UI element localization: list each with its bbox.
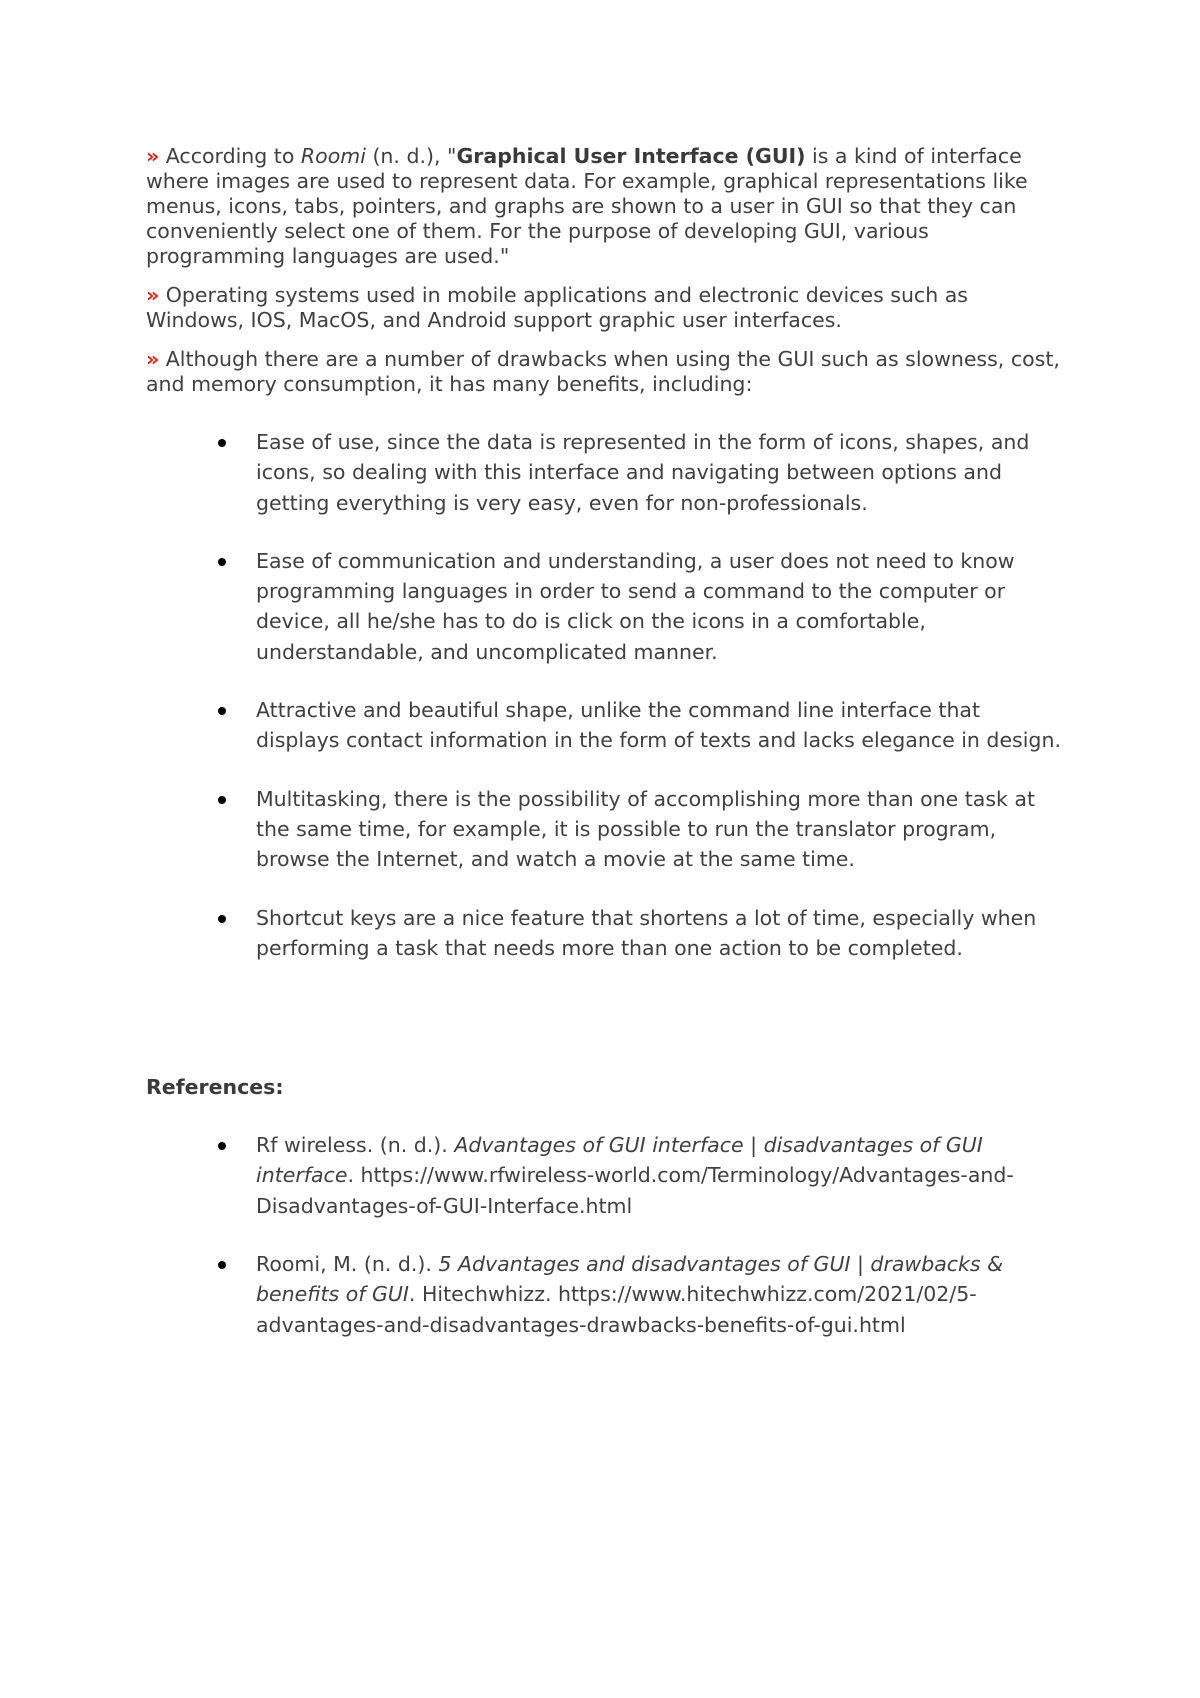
intro-paragraph-1: [146, 144, 1070, 269]
benefit-item: [146, 784, 1066, 875]
benefit-text: Ease of communication and understanding, a user does not need to know programming languages in order to send a command to the computer or device, all he/she has to do is click on the icons in a comfortable, understandable, and uncomplicated manner.: [256, 548, 1015, 664]
reference-author: Roomi, M. (n. d.).: [256, 1252, 439, 1277]
intro-paragraph-2: [146, 283, 1070, 333]
reference-item: [146, 1130, 1076, 1221]
bullet-icon: [218, 558, 226, 566]
bullet-icon: [218, 915, 226, 923]
benefit-item: [146, 903, 1066, 964]
bullet-icon: [218, 707, 226, 715]
chevron-marker-icon: »: [146, 144, 160, 168]
intro-text: Although there are a number of drawbacks when using the GUI such as slowness, cost, and memory consumption, it has many benefits, including:: [146, 347, 1060, 396]
benefit-text: Multitasking, there is the possibility of accomplishing more than one task at the same time, for example, it is possible to run the translator program, browse the Internet, and watch a movie at the same time.: [256, 786, 1036, 872]
benefit-item: [146, 546, 1066, 667]
reference-title: Advantages of GUI interface | disadvantages of GUI interface: [256, 1133, 983, 1188]
defined-term: Graphical User Interface (GUI): [456, 144, 806, 168]
benefit-text: Ease of use, since the data is represented in the form of icons, shapes, and icons, so dealing with this interface and navigating between options and getting everything is very easy, even for non-professionals.: [256, 430, 1030, 515]
bullet-icon: [218, 1261, 226, 1269]
document-page: [146, 144, 1070, 1368]
chevron-marker-icon: »: [146, 283, 160, 307]
bullet-icon: [218, 439, 226, 447]
references-list: [146, 1130, 1070, 1340]
intro-text: (n. d.), ": [365, 144, 457, 168]
benefit-text: Shortcut keys are a nice feature that shortens a lot of time, especially when performing a task that needs more than one action to be completed.: [256, 905, 1037, 960]
intro-text: Operating systems used in mobile applications and electronic devices such as Windows, IOS, MacOS, and Android support graphic user interfaces.: [146, 283, 968, 332]
reference-title: 5 Advantages and disadvantages of GUI | drawbacks & benefits of GUI: [256, 1252, 1004, 1307]
reference-item: [146, 1249, 1076, 1340]
bullet-icon: [218, 1142, 226, 1150]
reference-author: Rf wireless. (n. d.).: [256, 1133, 455, 1158]
intro-text: According to: [159, 144, 301, 168]
benefit-item: [146, 695, 1066, 756]
intro-paragraph-3: [146, 347, 1070, 397]
chevron-marker-icon: »: [146, 347, 160, 371]
benefits-list: [146, 427, 1070, 963]
benefit-item: [146, 427, 1066, 518]
intro-text: is a kind of interface where images are used to represent data. For example, graphical representations like menus, icons, tabs, pointers, and graphs are shown to a user in GUI so that they can conveniently select one of them. For the purpose of developing GUI, various programming languages are used.": [146, 144, 1028, 268]
reference-link[interactable]: . https://www.rfwireless-world.com/Terminology/Advantages-and-Disadvantages-of-GUI-Interface.html: [256, 1163, 1014, 1218]
author-name: Roomi: [300, 144, 366, 168]
benefit-text: Attractive and beautiful shape, unlike the command line interface that displays contact information in the form of texts and lacks elegance in design.: [256, 698, 1061, 753]
references-heading: References:: [146, 1075, 284, 1100]
reference-link[interactable]: . Hitechwhizz. https://www.hitechwhizz.com/2021/02/5-advantages-and-disadvantages-drawbacks-benefits-of-gui.html: [256, 1282, 977, 1337]
bullet-icon: [218, 796, 226, 804]
